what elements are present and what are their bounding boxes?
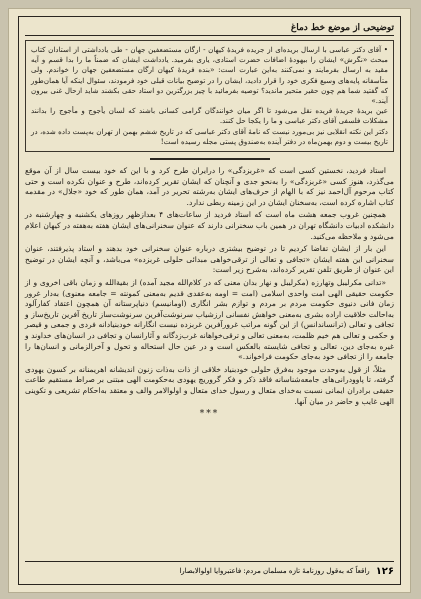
page-number: ۱۲۶ xyxy=(375,565,394,577)
body-paragraph: «تدانی مکرلیبل وتهارزه (مکرلیبل و نهار بدان معنی که در کلام‌الله مجید آمده) از بقیةالله و زمان باقی اخروی و از حکومت حقیقی الهی امت واحدی اسلامی (امت = اومه به‌عقدی قدیم به‌معنی کمونته = جامعه معنوی) به‌دار غرور زمان فانی دنیوی حکومت مردم بر مردم و توازم بشر انگاری (اومانیسم) دنیاپرستانه آن همچون اعتقاد کفارآلود به‌احالت خلاقیت اراده بشری به‌معنی خواهش نفسانی ارزشیاب سرنوشت‌آفرین سرنوشت‌ساز تاریخ آفرین تاریخ‌ساز و تجافی و تعالی (ترانساندانس) از این گونه مراتب غرورآفرین غربزده نیست انگارانه خودبنیادانه فردی و جمعی و قیصر و حکمی و تعالی هم خیم ظلمت، به‌معنی تعالی و ترقی‌خواهانه غرب‌زدگانه و آثارانسان و تجافی در انسان‌های خداوند و غیره به‌جای دین، تعالی و تجافی شایسته بالعکس است و در عین حال استحاله و تحول و آخرالزمانی و انسان‌ها را جامعه را از تجافی خود به‌جای حکومت فراخواند.» xyxy=(25,277,394,362)
editor-note-box xyxy=(25,40,394,152)
note-paragraph: • آقای دکتر عباسی با ارسال بریده‌ای از جریده فریدهٔ کیهان - ارگان مستضعفین جهان - طی یادداشتی از استادان کتاب مبحث «نگرش» ایشان را بیهودهٔ اضافات حضرت استادی، یاری بفرمید. یادداشت ایشان که ضمناً ما را بدا قسم و آیه مقید به ارسال بفرمایند و نمی‌کنند به‌این عبارت است: «بنده فریدهٔ کیهان ارگان مستضعفین جهان را خواندم. ولی متأسفانه پایه‌های وسیع فکری خود را قرار دادید، ایشان را در توضیح بیانات قبلی خود فرمودند، سئوال اینکه آیا همان‌طور که گفتید شما هم چون حقیر متحیر ماندید؟ توصیه بفرمائید با چیز بزرگترین دو استاد حقی بکشند شاید ازحال غنی بیرون آیند.» xyxy=(31,45,388,106)
end-stars: *** xyxy=(199,409,220,420)
note-paragraph: عین بریدهٔ جریدهٔ فریده نقل می‌شود تا اگر میان خوانندگان گرامی کسانی باشند که لسان یأجوج و مأجوج را بدانند مشکلات فلسفی آقای دکتر عباسی و ما را یکجا حل کنند. xyxy=(31,106,388,126)
note-paragraph: دکتر این نکته انقلابی نیز بی‌مورد نیست که نامهٔ آقای دکتر عباسی که در تاریخ ششم بهمن از تهران به‌پست داده شده، در تاریخ بیست و دوم بهمن‌ماه در دفتر آینده به‌صندوق پستی مجله رسیده است! xyxy=(31,126,388,146)
page xyxy=(8,8,411,593)
footer-text: راقعاً که به‌قول روزنامهٔ تازه مسلمان مردم: فاعتبروایا اولوالابصارا xyxy=(179,567,370,575)
content xyxy=(25,23,394,556)
page-frame xyxy=(18,16,401,585)
page-footer xyxy=(25,561,394,580)
section-divider xyxy=(150,158,270,160)
article-body xyxy=(25,166,394,407)
body-paragraph: همچنین غروب جمعه هشت ماه است که استاد فردید از ساعات‌های ۴ بعدازظهر روزهای یکشنبه و چهارشنبه در دانشکده ادبیات دانشگاه تهران در همین باب سخنرانی دارند که عنوان سخنرانی‌های ایشان هفته به‌هفته در کیهان اعلام می‌شود و ملاحظه می‌کنید. xyxy=(25,210,394,241)
body-paragraph: مثلاً، از قول به‌وحدت موجود به‌فرق حلولی خودبنیاد خلاقی از ذات به‌ذات زنون اندیشانه اهریمنانه بر کسون یهودی گرفته، تا پاوودرانی‌های جامعه‌شناسانه فاقد ذکر و فکر گروریچ یهودی به‌حکومت الهی مبتنی بر صراط مستقیم طاعت حقیقی برادران ایمانی نسبت به‌خدای متعال و رسول خدای متعال و اولوالامر والف و معتقد به‌احکام تشریعی و تکوینی الهی غایب و حاضر در میان آنها. xyxy=(25,364,394,406)
body-paragraph: استاد فردید، نخستین کسی است که «غربزدگی» را درایران طرح کرد و با این که خود بیست سال از آن موقع می‌گذرد، هنوز کسی «غربزدگی» را به‌نحو جدی و آنچنان که ایشان تقریر کرده‌اند، طرح و عنوان نکرده است و حتی کتاب مرحوم آل‌احمد نیز که با الهام از حرف‌های ایشان به‌رشته تحریر در آمد، همان طور که خود «جلال» در مقدمه کتاب اشاره کرده است، به‌سخنان ایشان در این زمینه ربطی ندارد. xyxy=(25,166,394,207)
title-rule xyxy=(25,35,394,36)
page-title: توضیحی از موضع خط دماغ xyxy=(290,23,394,33)
body-paragraph: این بار از ایشان تقاضا کردیم تا در توضیح بیشتری درباره عنوان سخنرانی خود بدهند و استاد پذیرفتند، عنوان سخنرانی این هفته ایشان «تجافی و تعالی از ترقی‌خواهی مبدائی حلولی غربزده» می‌باشد، و آنچه ایشان در توضیح این عنوان از طریق تلفن تقریر کرده‌اند، به‌شرح زیر است: xyxy=(25,244,394,275)
